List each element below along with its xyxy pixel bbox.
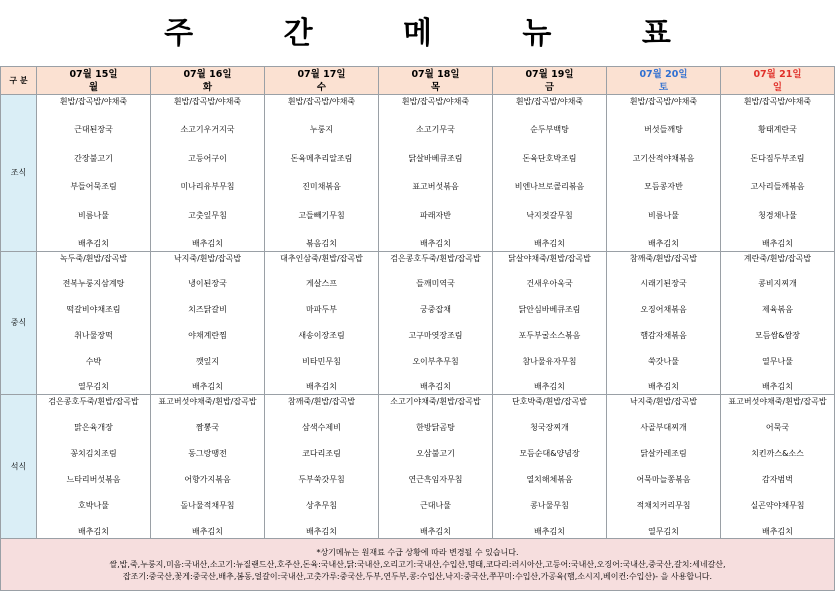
day-date: 07월 21일 — [753, 68, 802, 80]
menu-item: 적채치커리무침 — [636, 500, 691, 510]
header-day-sat — [607, 67, 721, 95]
menu-item: 고기산적야채볶음 — [632, 153, 695, 163]
menu-item: 대추인삼죽/흰밥/잡곡밥 — [280, 253, 363, 263]
menu-item: 볶음김치 — [306, 239, 337, 249]
menu-item: 배추김치 — [192, 382, 223, 392]
header-day-mon — [37, 67, 151, 95]
menu-cell-mon — [37, 252, 151, 395]
menu-item: 맑은육개장 — [74, 422, 113, 432]
menu-cell-fri — [493, 395, 607, 539]
menu-item: 감자범벅 — [762, 474, 793, 484]
menu-item: 배추김치 — [420, 526, 451, 536]
day-of-week: 목 — [430, 81, 441, 93]
meal-label: 석식 — [1, 395, 37, 539]
menu-item: 고춧잎무침 — [188, 210, 227, 220]
menu-item: 들깨미역국 — [416, 279, 455, 289]
menu-cell-tue — [151, 395, 265, 539]
menu-cell-wed — [265, 395, 379, 539]
menu-item: 비엔나브로콜리볶음 — [514, 182, 585, 192]
menu-item: 낙지죽/흰밥/잡곡밥 — [173, 253, 242, 263]
menu-item: 콩비지찌개 — [758, 279, 797, 289]
day-of-week: 월 — [88, 81, 99, 93]
menu-item: 포두부굴소스볶음 — [518, 330, 581, 340]
menu-item: 배추김치 — [762, 382, 793, 392]
header-category-label: 구 분 — [1, 67, 37, 95]
menu-item: 떡갈비야채조림 — [66, 305, 121, 315]
menu-cell-mon — [37, 95, 151, 252]
header-day-thu — [379, 67, 493, 95]
menu-item: 배추김치 — [534, 239, 565, 249]
menu-item: 열치해체볶음 — [526, 474, 573, 484]
menu-item: 배추김치 — [648, 382, 679, 392]
menu-item: 사골부대찌개 — [640, 422, 687, 432]
menu-cell-wed — [265, 252, 379, 395]
menu-item: 닭안심바베큐조림 — [518, 305, 581, 315]
menu-item: 비타민무침 — [302, 356, 341, 366]
menu-cell-tue — [151, 95, 265, 252]
menu-item: 햄감자채볶음 — [640, 330, 687, 340]
menu-item: 배추김치 — [192, 526, 223, 536]
menu-item: 마파두부 — [306, 305, 337, 315]
origin-line-1: 쌀,밥,죽,누룽지,미음:국내산,소고기:뉴질랜드산,호주산,돈육:국내산,닭:국내산,오리고기:국내산,수입산,명태,코다리:러시아산,고등어:국내산,오징어:국내산,중국산,갈치:세네갈산, — [109, 559, 726, 569]
menu-item: 계란죽/흰밥/잡곡밥 — [743, 253, 812, 263]
menu-cell-sun — [721, 95, 835, 252]
origin-notice — [1, 539, 835, 591]
menu-item: 흰밥/잡곡밥/야채죽 — [173, 96, 242, 106]
menu-cell-tue — [151, 252, 265, 395]
menu-item: 단호박죽/흰밥/잡곡밥 — [512, 396, 587, 406]
menu-item: 표고버섯볶음 — [412, 182, 459, 192]
menu-item: 검은콩호두죽/흰밥/잡곡밥 — [390, 253, 481, 263]
menu-item: 어향가지볶음 — [184, 474, 231, 484]
menu-item: 전복누룽지삼계탕 — [62, 279, 125, 289]
menu-item: 진미채볶음 — [302, 182, 341, 192]
menu-item: 실곤약야채무침 — [750, 500, 805, 510]
day-date: 07월 16일 — [183, 68, 232, 80]
menu-item: 낙지죽/흰밥/잡곡밥 — [629, 396, 698, 406]
menu-item: 시래기된장국 — [640, 279, 687, 289]
menu-item: 검은콩호두죽/흰밥/잡곡밥 — [48, 396, 139, 406]
menu-item: 오이부추무침 — [412, 356, 459, 366]
day-of-week: 수 — [316, 81, 327, 93]
menu-item: 비름나물 — [648, 210, 679, 220]
origin-line-2: 잡조기:중국산,꽃게:중국산,배추,봄동,얼갈이:국내산,고춧가루:중국산,두부,연두부,콩:수입산,낙지:중국산,쭈꾸미:수입산,가공육(햄,소시지,베이컨:수입산)- 을 사용합니다. — [122, 571, 713, 581]
menu-item: 삼색수제비 — [302, 422, 341, 432]
menu-item: 소고기우거지국 — [180, 125, 235, 135]
menu-item: 참깨죽/흰밥/잡곡밥 — [287, 396, 356, 406]
menu-item: 순두부백탕 — [530, 125, 569, 135]
day-date: 07월 19일 — [525, 68, 574, 80]
menu-item: 녹두죽/흰밥/잡곡밥 — [59, 253, 128, 263]
menu-item: 돈육단호박조림 — [522, 153, 577, 163]
menu-item: 호박나물 — [78, 500, 109, 510]
header-day-fri — [493, 67, 607, 95]
weekly-menu-table — [0, 66, 835, 591]
menu-item: 흰밥/잡곡밥/야채죽 — [629, 96, 698, 106]
menu-item: 배추김치 — [762, 239, 793, 249]
menu-item: 표고버섯야채죽/흰밥/잡곡밥 — [158, 396, 257, 406]
menu-item: 오삼불고기 — [416, 448, 455, 458]
menu-item: 수박 — [85, 356, 102, 366]
menu-item: 청국장찌개 — [530, 422, 569, 432]
menu-item: 비름나물 — [78, 210, 109, 220]
menu-item: 표고버섯야채죽/흰밥/잡곡밥 — [728, 396, 827, 406]
menu-item: 짬뽕국 — [195, 422, 220, 432]
menu-item: 돈다짐두부조림 — [750, 153, 805, 163]
meal-label: 조식 — [1, 95, 37, 252]
menu-item: 열무나물 — [762, 356, 793, 366]
menu-item: 고등어구이 — [188, 153, 227, 163]
menu-item: 배추김치 — [762, 526, 793, 536]
menu-item: 콩나물무침 — [530, 500, 569, 510]
menu-item: 모듬쌈&쌈장 — [755, 330, 800, 340]
menu-item: 근대된장국 — [74, 125, 113, 135]
menu-cell-sun — [721, 252, 835, 395]
menu-item: 상추무침 — [306, 500, 337, 510]
menu-item: 배추김치 — [306, 526, 337, 536]
menu-cell-thu — [379, 252, 493, 395]
menu-cell-fri — [493, 252, 607, 395]
menu-item: 열무김치 — [78, 382, 109, 392]
menu-item: 깻잎지 — [195, 356, 220, 366]
menu-item: 배추김치 — [78, 526, 109, 536]
menu-item: 버섯들깨탕 — [644, 125, 683, 135]
menu-item: 새송이장조림 — [298, 330, 345, 340]
menu-item: 건새우아욱국 — [526, 279, 573, 289]
menu-item: 동그랑땡전 — [188, 448, 227, 458]
menu-cell-sat — [607, 395, 721, 539]
menu-item: 열무김치 — [648, 526, 679, 536]
menu-item: 어묵마늘쫑볶음 — [636, 474, 691, 484]
menu-item: 부들어묵조림 — [70, 182, 117, 192]
menu-item: 제육볶음 — [762, 305, 793, 315]
menu-item: 누룽지 — [309, 125, 334, 135]
meal-label: 중식 — [1, 252, 37, 395]
menu-item: 배추김치 — [192, 239, 223, 249]
menu-item: 흰밥/잡곡밥/야채죽 — [59, 96, 128, 106]
menu-item: 한방닭곰탕 — [416, 422, 455, 432]
menu-item: 닭살카레조림 — [640, 448, 687, 458]
menu-cell-thu — [379, 395, 493, 539]
day-of-week: 일 — [772, 81, 783, 93]
menu-item: 흰밥/잡곡밥/야채죽 — [287, 96, 356, 106]
menu-item: 야채계란찜 — [188, 330, 227, 340]
menu-item: 모듬순대&양념장 — [519, 448, 580, 458]
menu-item: 배추김치 — [648, 239, 679, 249]
header-day-wed — [265, 67, 379, 95]
meal-row-1 — [1, 95, 835, 252]
menu-item: 고사리들깨볶음 — [750, 182, 805, 192]
menu-item: 황태계란국 — [758, 125, 797, 135]
menu-cell-mon — [37, 395, 151, 539]
menu-item: 냉이된장국 — [188, 279, 227, 289]
notice-caption: *상기메뉴는 원재료 수급 상황에 따라 변경될 수 있습니다. — [316, 547, 519, 557]
menu-item: 취나물장떡 — [74, 330, 113, 340]
menu-item: 게살스프 — [306, 279, 337, 289]
day-of-week: 금 — [544, 81, 555, 93]
menu-item: 닭살바베큐조림 — [408, 153, 463, 163]
header-day-sun — [721, 67, 835, 95]
day-date: 07월 17일 — [297, 68, 346, 80]
menu-item: 배추김치 — [420, 382, 451, 392]
menu-item: 두부쑥갓무침 — [298, 474, 345, 484]
menu-item: 꽁치김치조림 — [70, 448, 117, 458]
menu-item: 돈육메추리알조림 — [290, 153, 353, 163]
menu-item: 배추김치 — [420, 239, 451, 249]
page-title: 주 간 메 뉴 표 — [164, 16, 711, 51]
menu-item: 참깨죽/흰밥/잡곡밥 — [629, 253, 698, 263]
menu-item: 고들빼기무침 — [298, 210, 345, 220]
menu-item: 근대나물 — [420, 500, 451, 510]
menu-item: 쑥갓나물 — [648, 356, 679, 366]
menu-cell-fri — [493, 95, 607, 252]
menu-item: 참나물유자무침 — [522, 356, 577, 366]
meal-row-2 — [1, 252, 835, 395]
meal-rows — [1, 95, 835, 539]
menu-item: 치즈닭갈비 — [188, 305, 227, 315]
menu-item: 치킨까스&소스 — [751, 448, 804, 458]
menu-cell-sat — [607, 252, 721, 395]
menu-item: 파래자반 — [420, 210, 451, 220]
menu-item: 배추김치 — [78, 239, 109, 249]
menu-item: 흰밥/잡곡밥/야채죽 — [743, 96, 812, 106]
menu-item: 오징어채볶음 — [640, 305, 687, 315]
menu-item: 청경채나물 — [758, 210, 797, 220]
menu-item: 궁중잡채 — [420, 305, 451, 315]
menu-item: 어묵국 — [765, 422, 790, 432]
menu-item: 고구마엿장조림 — [408, 330, 463, 340]
menu-cell-sat — [607, 95, 721, 252]
menu-item: 소고기무국 — [416, 125, 455, 135]
menu-cell-wed — [265, 95, 379, 252]
menu-item: 모듬콩자반 — [644, 182, 683, 192]
day-date: 07월 15일 — [69, 68, 118, 80]
meal-row-3 — [1, 395, 835, 539]
day-of-week: 화 — [202, 81, 213, 93]
day-date: 07월 20일 — [639, 68, 688, 80]
menu-item: 배추김치 — [534, 382, 565, 392]
menu-item: 닭살야채죽/흰밥/잡곡밥 — [508, 253, 591, 263]
header-day-tue — [151, 67, 265, 95]
menu-item: 흰밥/잡곡밥/야채죽 — [401, 96, 470, 106]
menu-cell-thu — [379, 95, 493, 252]
menu-item: 돌나물적채무침 — [180, 500, 235, 510]
menu-item: 미나리유부무침 — [180, 182, 235, 192]
menu-item: 느타리버섯볶음 — [66, 474, 121, 484]
menu-item: 배추김치 — [306, 382, 337, 392]
menu-item: 간장불고기 — [74, 153, 113, 163]
menu-item: 연근흑임자무침 — [408, 474, 463, 484]
menu-item: 코다리조림 — [302, 448, 341, 458]
menu-item: 흰밥/잡곡밥/야채죽 — [515, 96, 584, 106]
menu-item: 배추김치 — [534, 526, 565, 536]
menu-cell-sun — [721, 395, 835, 539]
menu-item: 낙지젓갈무침 — [526, 210, 573, 220]
menu-item: 소고기야채죽/흰밥/잡곡밥 — [390, 396, 481, 406]
day-of-week: 토 — [658, 81, 669, 93]
day-date: 07월 18일 — [411, 68, 460, 80]
